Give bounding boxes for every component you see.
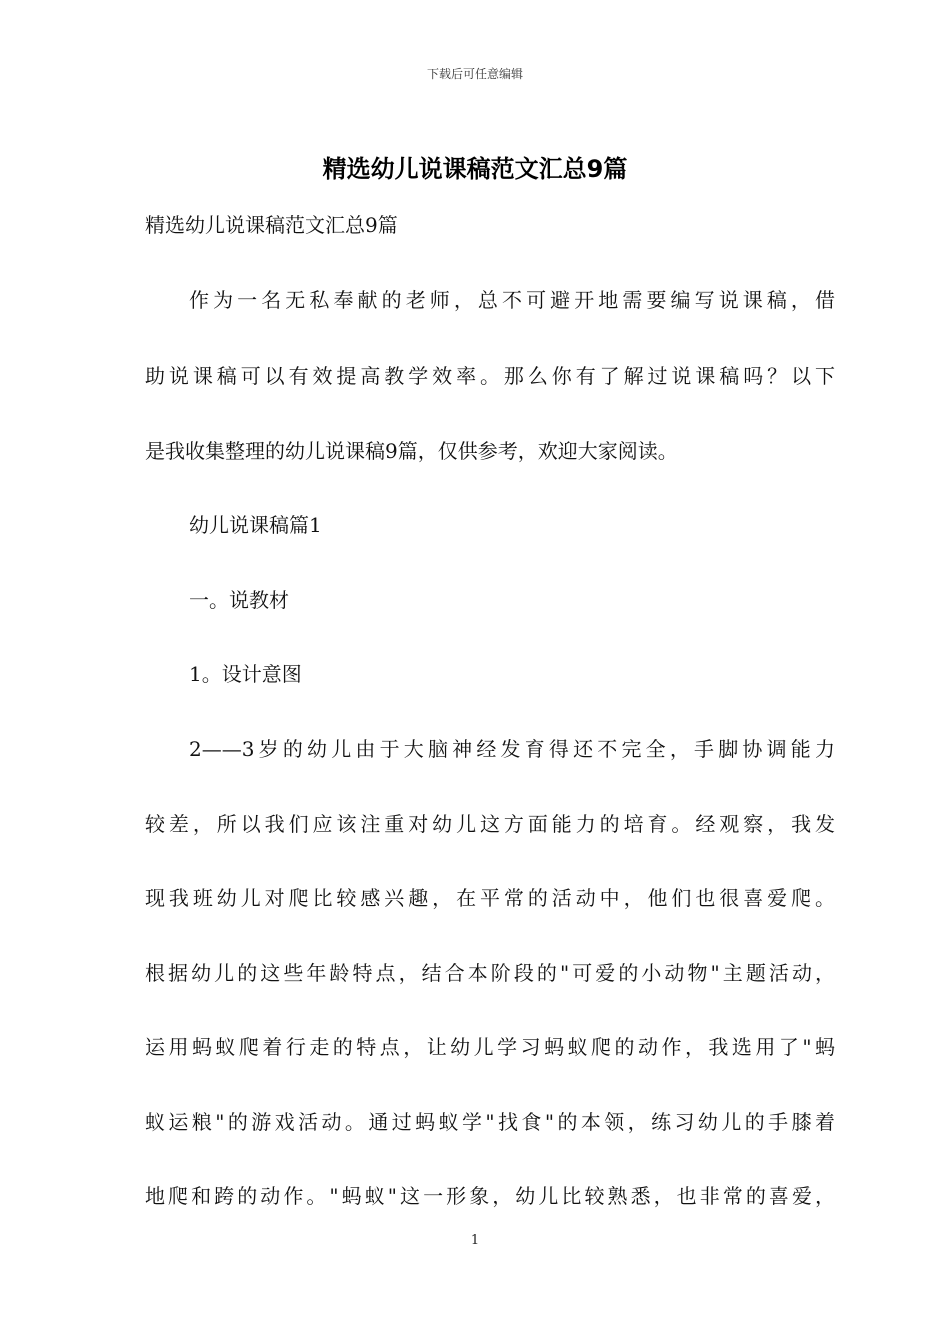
paragraph-line: 2——3岁的幼儿由于大脑神经发育得还不完全，手脚协调能力 (189, 737, 835, 761)
page-number: 1 (470, 1233, 480, 1248)
section-heading: 1。设计意图 (189, 662, 302, 686)
paragraph-line: 作为一名无私奉献的老师，总不可避开地需要编写说课稿，借 (189, 288, 835, 312)
paragraph-line: 地爬和跨的动作。"蚂蚁"这一形象，幼儿比较熟悉，也非常的喜爱， (145, 1184, 835, 1208)
document-subtitle: 精选幼儿说课稿范文汇总9篇 (145, 213, 398, 237)
paragraph-line: 是我收集整理的幼儿说课稿9篇，仅供参考，欢迎大家阅读。 (145, 439, 678, 463)
paragraph-line: 蚁运粮"的游戏活动。通过蚂蚁学"找食"的本领，练习幼儿的手膝着 (145, 1110, 835, 1134)
paragraph-line: 较差，所以我们应该注重对幼儿这方面能力的培育。经观察，我发 (145, 812, 835, 836)
document-title: 精选幼儿说课稿范文汇总9篇 (322, 155, 628, 183)
section-heading: 幼儿说课稿篇1 (189, 513, 322, 537)
paragraph-line: 运用蚂蚁爬着行走的特点，让幼儿学习蚂蚁爬的动作，我选用了"蚂 (145, 1035, 835, 1059)
paragraph-line: 根据幼儿的这些年龄特点，结合本阶段的"可爱的小动物"主题活动， (145, 961, 835, 985)
paragraph-line: 助说课稿可以有效提高教学效率。那么你有了解过说课稿吗？以下 (145, 364, 835, 388)
section-heading: 一。说教材 (189, 588, 289, 612)
paragraph-line: 现我班幼儿对爬比较感兴趣，在平常的活动中，他们也很喜爱爬。 (145, 886, 835, 910)
header-note: 下载后可任意编辑 (426, 67, 523, 81)
